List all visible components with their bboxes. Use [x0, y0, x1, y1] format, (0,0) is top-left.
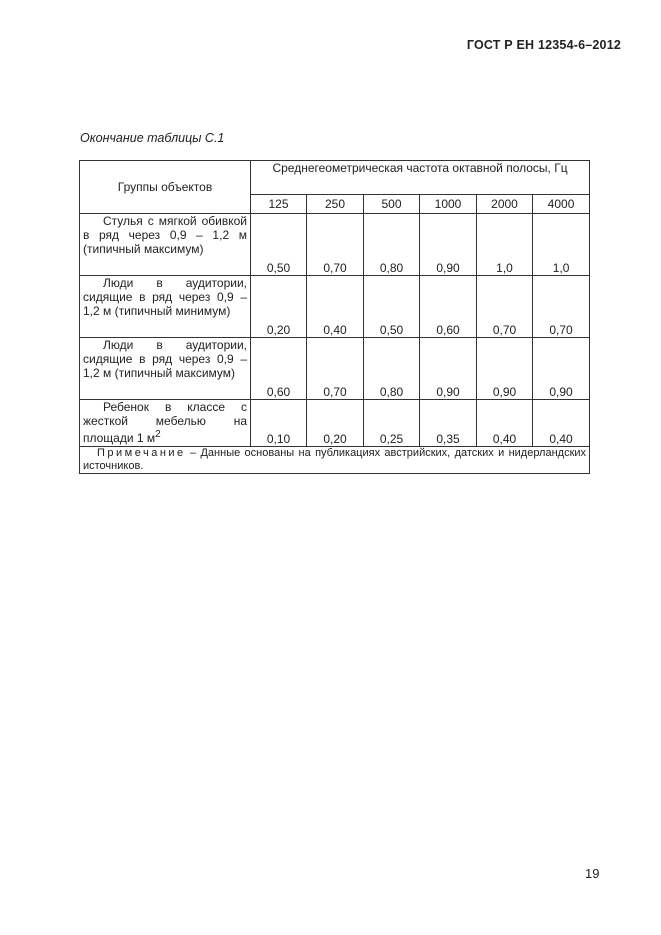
value-cell: 0,90: [420, 338, 477, 400]
group-column-header: Группы объектов: [80, 161, 251, 214]
frequency-cell: 250: [307, 195, 364, 214]
value-cell: 0,80: [364, 338, 420, 400]
group-cell: [80, 214, 251, 276]
frequency-cell: 2000: [477, 195, 533, 214]
value-cell: 0,35: [420, 400, 477, 447]
group-cell: [80, 276, 251, 338]
value-cell: 0,90: [533, 338, 590, 400]
table-row: [80, 400, 590, 447]
table-row: [80, 338, 590, 400]
value-cell: 0,70: [307, 214, 364, 276]
value-cell: 1,0: [477, 214, 533, 276]
value-cell: 0,20: [251, 276, 307, 338]
value-cell: 0,40: [477, 400, 533, 447]
value-cell: 0,90: [420, 214, 477, 276]
superscript: 2: [155, 429, 161, 441]
group-cell: [80, 400, 251, 447]
value-cell: 0,90: [477, 338, 533, 400]
group-label: Ребенок в классе с жесткой мебелью на площади 1 м: [83, 400, 247, 446]
value-cell: 1,0: [533, 214, 590, 276]
value-cell: 0,40: [533, 400, 590, 447]
group-cell: [80, 338, 251, 400]
frequency-cell: 500: [364, 195, 420, 214]
table-row: [80, 214, 590, 276]
value-cell: 0,25: [364, 400, 420, 447]
note-cell: [80, 446, 590, 473]
frequency-column-header: Среднегеометрическая частота октавной полосы, Гц: [251, 161, 590, 195]
table-row: [80, 276, 590, 338]
group-label: Люди в аудитории, сидящие в ряд через 0,9 – 1,2 м (типичный минимум): [83, 276, 247, 319]
document-code: ГОСТ Р ЕН 12354-6–2012: [466, 38, 621, 52]
value-cell: 0,70: [477, 276, 533, 338]
table-caption: Окончание таблицы С.1: [80, 131, 225, 145]
frequency-cell: 125: [251, 195, 307, 214]
frequency-cell: 1000: [420, 195, 477, 214]
value-cell: 0,10: [251, 400, 307, 447]
value-cell: 0,80: [364, 214, 420, 276]
frequency-cell: 4000: [533, 195, 590, 214]
value-cell: 0,40: [307, 276, 364, 338]
value-cell: 0,20: [307, 400, 364, 447]
value-cell: 0,50: [364, 276, 420, 338]
value-cell: 0,60: [420, 276, 477, 338]
value-cell: 0,70: [533, 276, 590, 338]
note-text: – Данные основаны на публикациях австрийских, датских и нидерландских источников.: [83, 446, 587, 472]
group-label: Стулья с мягкой обивкой в ряд через 0,9 – 1,2 м (типичный максимум): [83, 214, 247, 257]
value-cell: 0,60: [251, 338, 307, 400]
page-number: 19: [585, 866, 600, 881]
table-header-row: [80, 161, 590, 195]
note-label: Примечание: [97, 446, 186, 459]
group-label: Люди в аудитории, сидящие в ряд через 0,9 – 1,2 м (типичный максимум): [83, 338, 247, 381]
value-cell: 0,70: [307, 338, 364, 400]
note-row: [80, 446, 590, 473]
absorption-table: [79, 160, 590, 474]
value-cell: 0,50: [251, 214, 307, 276]
